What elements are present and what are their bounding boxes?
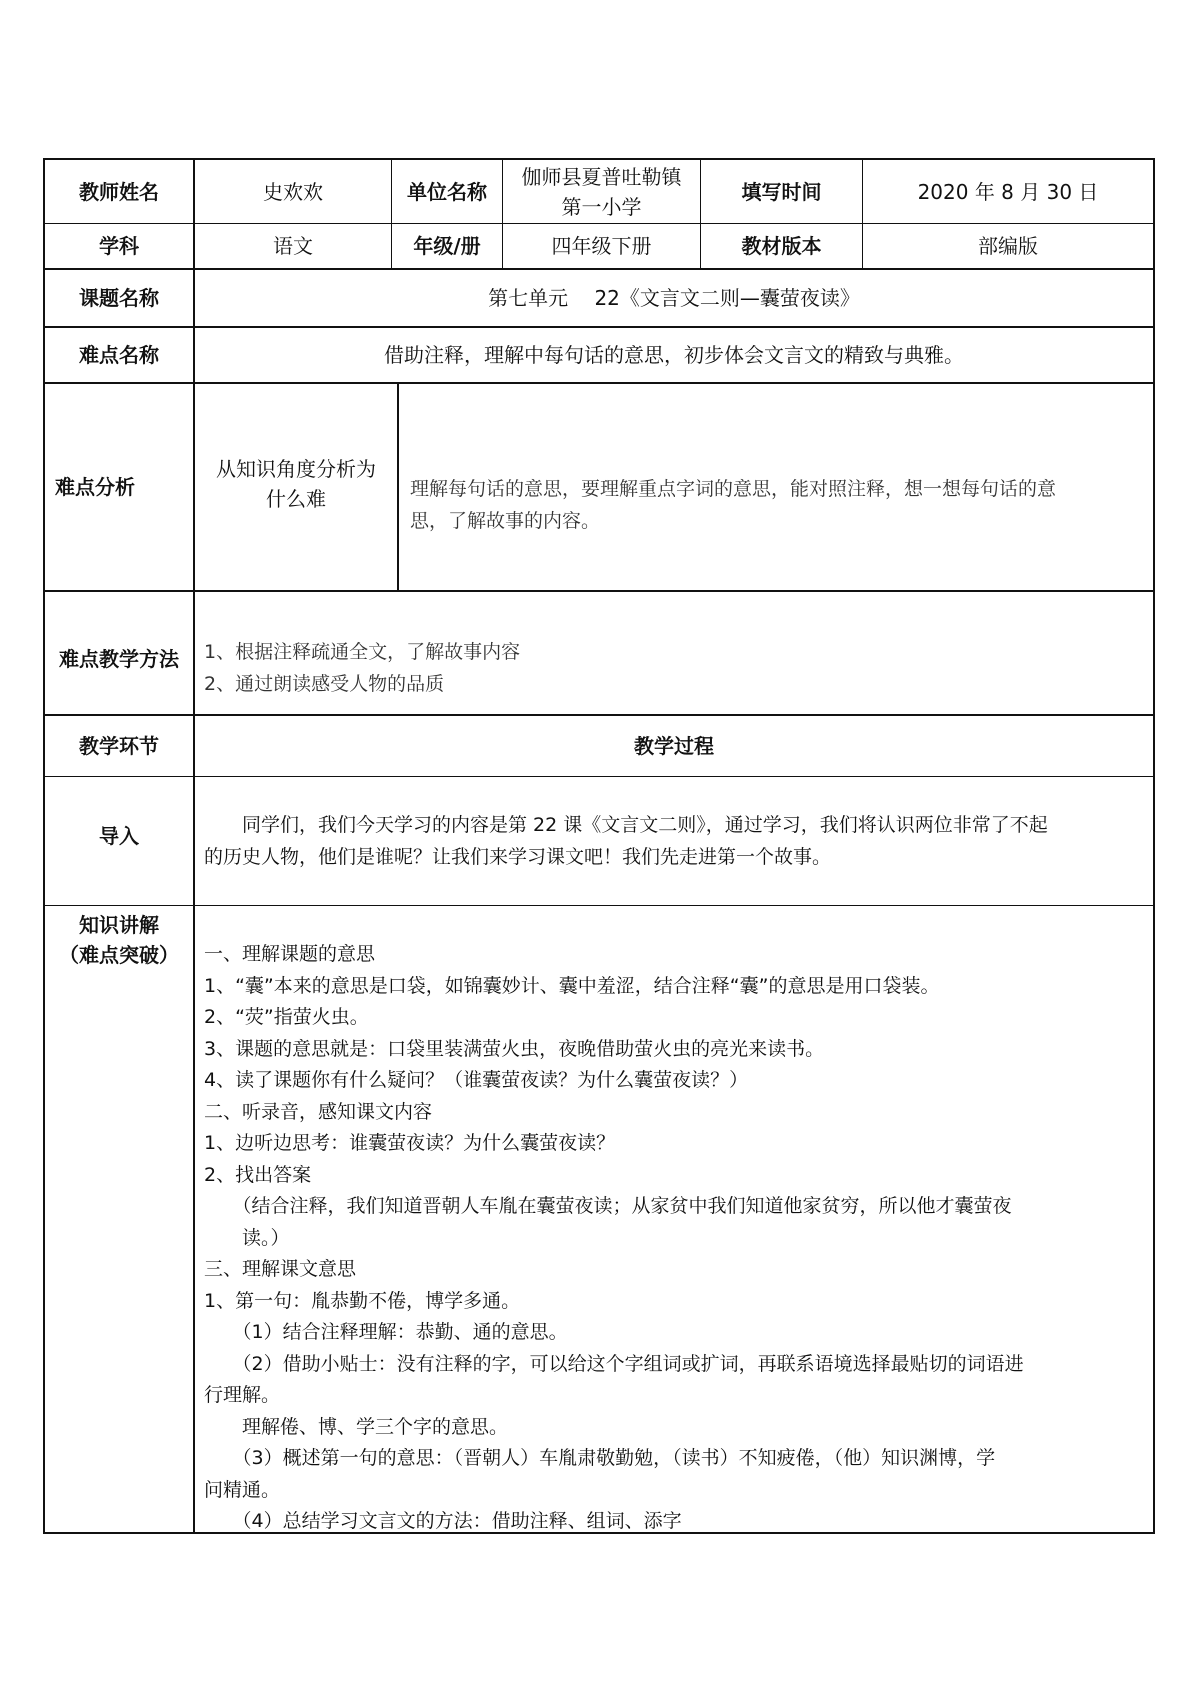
knowledge-text bbox=[204, 939, 1149, 1538]
topic-label: 课题名称 bbox=[79, 286, 159, 310]
knowledge-line: 1、边听边思考：谁囊萤夜读？为什么囊萤夜读？ bbox=[204, 1132, 616, 1154]
analysis-column-divider bbox=[397, 382, 399, 590]
knowledge-line: 2、“荧”指萤火虫。 bbox=[204, 1006, 369, 1028]
row-divider bbox=[43, 905, 1155, 906]
analysis-sub-label-line: 什么难 bbox=[266, 487, 326, 511]
unit-name-label: 单位名称 bbox=[407, 179, 487, 204]
difficulty-label: 难点名称 bbox=[79, 343, 159, 367]
analysis-sub-label-line: 从知识角度分析为 bbox=[216, 457, 376, 481]
knowledge-line: 读。） bbox=[204, 1226, 290, 1249]
topic-value: 第七单元 22《文言文二则—囊萤夜读》 bbox=[488, 286, 860, 310]
grade-value: 四年级下册 bbox=[551, 234, 652, 258]
knowledge-line: 理解倦、博、学三个字的意思。 bbox=[204, 1415, 509, 1438]
knowledge-line: 行理解。 bbox=[204, 1384, 281, 1406]
process-label: 教学环节 bbox=[79, 734, 159, 758]
knowledge-line: 问精通。 bbox=[204, 1478, 281, 1501]
fill-date-label: 填写时间 bbox=[741, 179, 822, 204]
analysis-text-line: 理解每句话的意思，要理解重点字词的意思，能对照注释，想一想每句话的意 bbox=[410, 478, 1057, 500]
grade-label: 年级/册 bbox=[413, 234, 481, 258]
knowledge-line: 4、读了课题你有什么疑问？（谁囊萤夜读？为什么囊萤夜读？） bbox=[204, 1069, 749, 1091]
table-border-right bbox=[1153, 158, 1155, 1534]
knowledge-line: （结合注释，我们知道晋朝人车胤在囊萤夜读；从家贫中我们知道他家贫穷，所以他才囊萤夜 bbox=[204, 1195, 1012, 1217]
analysis-label: 难点分析 bbox=[55, 475, 135, 499]
knowledge-line: （3）概述第一句的意思：（晋朝人）车胤肃敬勤勉，（读书）不知疲倦，（他）知识渊博，学 bbox=[204, 1447, 996, 1469]
row-divider bbox=[43, 776, 1155, 777]
method-line: 1、根据注释疏通全文，了解故事内容 bbox=[204, 641, 521, 663]
knowledge-label-line: 知识讲解 bbox=[79, 913, 159, 937]
teacher-name-label: 教师姓名 bbox=[79, 179, 159, 204]
intro-text bbox=[204, 810, 1149, 873]
method-line: 2、通过朗读感受人物的品质 bbox=[204, 672, 445, 695]
knowledge-line: 3、课题的意思就是：口袋里装满萤火虫，夜晚借助萤火虫的亮光来读书。 bbox=[204, 1037, 825, 1060]
edition-value: 部编版 bbox=[978, 234, 1038, 258]
analysis-text bbox=[410, 474, 1150, 537]
knowledge-line: 1、第一句：胤恭勤不倦，博学多通。 bbox=[204, 1289, 521, 1312]
knowledge-line: 一、理解课题的意思 bbox=[204, 943, 376, 965]
subject-value: 语文 bbox=[273, 234, 313, 258]
analysis-sub-label bbox=[195, 384, 397, 590]
row-divider bbox=[43, 590, 1155, 592]
knowledge-line: 2、找出答案 bbox=[204, 1163, 312, 1186]
analysis-text-line: 思，了解故事的内容。 bbox=[410, 509, 601, 532]
knowledge-line: 1、“囊”本来的意思是口袋，如锦囊妙计、囊中羞涩，结合注释“囊”的意思是用口袋装。 bbox=[204, 974, 940, 997]
method-text bbox=[204, 637, 1144, 700]
knowledge-line: （2）借助小贴士：没有注释的字，可以给这个字组词或扩词，再联系语境选择最贴切的词语进 bbox=[204, 1352, 1024, 1375]
knowledge-line: （4）总结学习文言文的方法：借助注释、组词、添字 bbox=[204, 1510, 682, 1532]
process-title: 教学过程 bbox=[634, 734, 714, 758]
intro-line: 同学们，我们今天学习的内容是第 22 课《文言文二则》，通过学习，我们将认识两位非常了不起 bbox=[204, 814, 1048, 836]
knowledge-label bbox=[45, 910, 193, 972]
knowledge-label-line: （难点突破） bbox=[59, 943, 179, 967]
knowledge-line: 二、听录音，感知课文内容 bbox=[204, 1100, 433, 1123]
unit-name-value bbox=[503, 160, 700, 223]
subject-label: 学科 bbox=[99, 234, 139, 258]
knowledge-line: 三、理解课文意思 bbox=[204, 1258, 357, 1280]
fill-date-value: 2020 年 8 月 30 日 bbox=[917, 179, 1099, 204]
unit-name-line: 伽师县夏普吐勒镇 bbox=[521, 164, 682, 189]
method-label: 难点教学方法 bbox=[59, 647, 179, 671]
intro-line: 的历史人物，他们是谁呢？让我们来学习课文吧！我们先走进第一个故事。 bbox=[204, 845, 832, 868]
edition-label: 教材版本 bbox=[741, 234, 822, 258]
teacher-name-value: 史欢欢 bbox=[263, 179, 323, 204]
knowledge-line: （1）结合注释理解：恭勤、通的意思。 bbox=[204, 1321, 568, 1343]
intro-label: 导入 bbox=[99, 823, 139, 848]
difficulty-value: 借助注释，理解中每句话的意思，初步体会文言文的精致与典雅。 bbox=[384, 343, 964, 367]
unit-name-line: 第一小学 bbox=[561, 194, 642, 219]
